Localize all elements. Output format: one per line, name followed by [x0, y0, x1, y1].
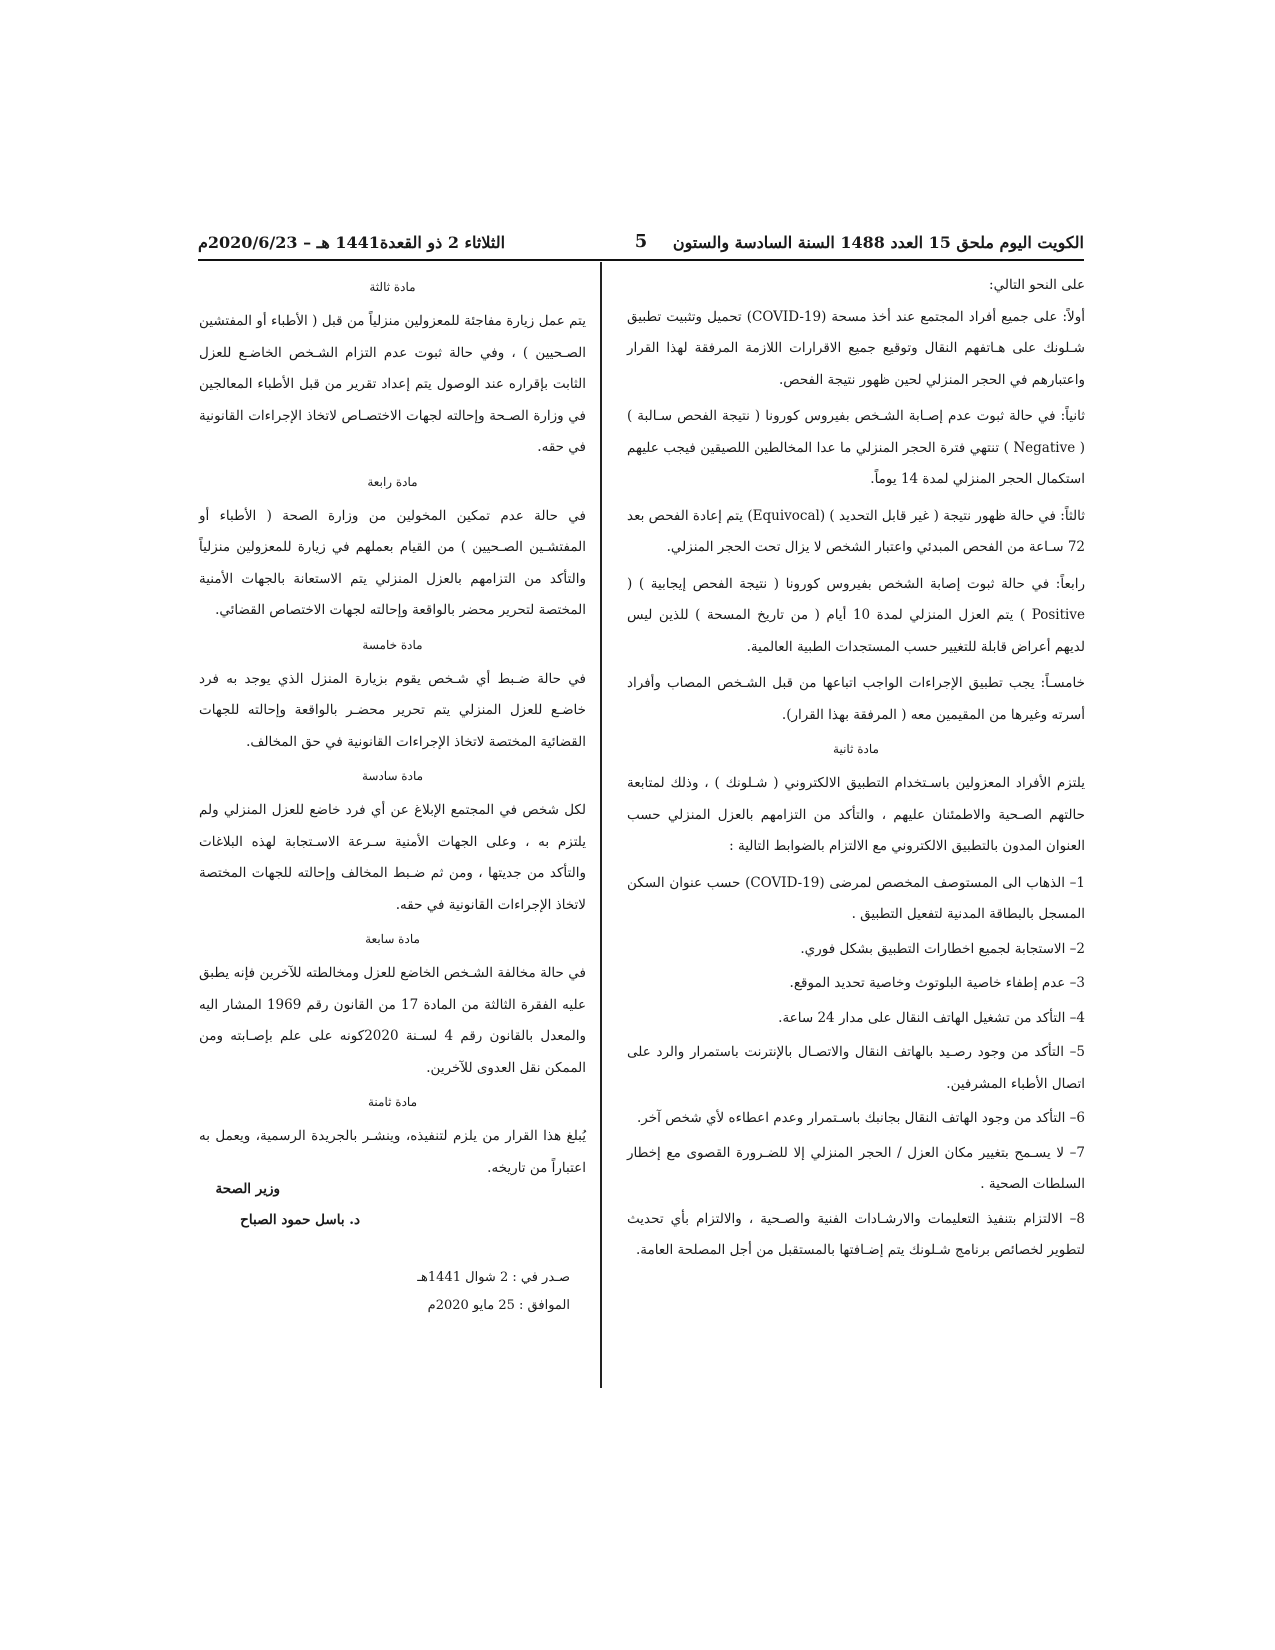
paragraph: لكل شخص في المجتمع الإبلاغ عن أي فرد خاضع للعزل المنزلي ولم يلتزم به ، وعلى الجهات الأمنية سـرعة الاسـتجابة لهذه البلاغات والتأكد من جديتها ، ومن ثم ضـبط المخالف وإحالته للجهات المختصة لاتخاذ الإجراءات القانونية في حقه. — [199, 802, 586, 913]
right-column — [627, 270, 1085, 1270]
publication-info: الكويت اليوم ملحق 15 العدد 1488 السنة السادسة والستون — [672, 233, 1084, 252]
article-heading: مادة ثانية — [833, 742, 879, 756]
paragraph: في حالة عدم تمكين المخولين من وزارة الصحة ( الأطباء أو المفتشـين الصـحيين ) من القيام بعملهم في زيارة للمعزولين منزلياً والتأكد من التزامهم بالعزل المنزلي يتم الاستعانة بالجهات الأمنية المختصة لتحرير محضر بالواقعة وإحالته لجهات الاختصاص القضائي. — [199, 507, 586, 618]
paragraph: يلتزم الأفراد المعزولين باسـتخدام التطبيق الالكتروني ( شـلونك ) ، وذلك لمتابعة حالتهم الصـحية والاطمئنان عليهم ، والتأكد من التزامهم بالعزل المنزلي حسب العنوان المدون بالتطبيق الالكتروني مع الالتزام بالضوابط التالية : — [627, 775, 1085, 854]
page-header — [198, 229, 1084, 259]
column-divider — [600, 262, 602, 1388]
signatory-name: د. باسل حمود الصباح — [240, 1212, 360, 1228]
list-item: 3– عدم إطفاء خاصية البلوتوث وخاصية تحديد الموقع. — [789, 975, 1085, 991]
list-item: 4– التأكد من تشغيل الهاتف النقال على مدار 24 ساعة. — [778, 1009, 1085, 1026]
left-column — [199, 270, 586, 1189]
issue-date: الثلاثاء 2 ذو القعدة1441 هـ – 2020/6/23م — [198, 233, 506, 252]
paragraph: ثالثاً: في حالة ظهور نتيجة ( غير قابل التحديد ) (Equivocal) يتم إعادة الفحص بعد 72 سـاعة من الفحص المبدئي واعتبار الشخص لا يزال تحت الحجر المنزلي. — [627, 507, 1085, 555]
list-item: 1– الذهاب الى المستوصف المخصص لمرضى (COVID-19) حسب عنوان السكن المسجل بالبطاقة المدنية لتفعيل التطبيق . — [627, 874, 1085, 922]
paragraph: يُبلغ هذا القرار من يلزم لتنفيذه، وينشـر بالجريدة الرسمية، ويعمل به اعتباراً من تاريخه. — [199, 1128, 586, 1176]
paragraph: أولاً: على جميع أفراد المجتمع عند أخذ مسحة (COVID-19) تحميل وتثبيت تطبيق شـلونك على هـاتفهم النقال وتوقيع جميع الاقرارات اللازمة المرفقة لهذا القرار واعتبارهم في الحجر المنزلي لحين ظهور نتيجة الفحص. — [627, 308, 1085, 388]
issued-date-hijri: صـدر في : 2 شوال 1441هـ — [417, 1270, 570, 1285]
article-heading: مادة سابعة — [365, 932, 420, 946]
list-item: 8– الالتزام بتنفيذ التعليمات والارشـادات الفنية والصـحية ، والالتزام بأي تحديث لتطوير لخصائص برنامج شـلونك يتم إضـافتها بالمستقبل من أجل المصلحة العامة. — [627, 1210, 1085, 1258]
paragraph: رابعاً: في حالة ثبوت إصابة الشخص بفيروس كورونا ( نتيجة الفحص إيجابية ) ( Positive ) يتم العزل المنزلي لمدة 10 أيام ( من تاريخ المسحة ) للذين ليس لديهم أعراض قابلة للتغيير حسب المستجدات الطبية العالمية. — [627, 575, 1085, 655]
paragraph: خامسـاً: يجب تطبيق الإجراءات الواجب اتباعها من قبل الشـخص المصاب وأفراد أسرته وغيرها من المقيمين معه ( المرفقة بهذا القرار). — [627, 675, 1085, 723]
issued-date-gregorian: الموافق : 25 مايو 2020م — [427, 1298, 570, 1313]
list-item: 2– الاستجابة لجميع اخطارات التطبيق بشكل فوري. — [800, 940, 1085, 957]
list-item: 5– التأكد من وجود رصـيد بالهاتف النقال والاتصـال بالإنترنت باستمرار والرد على اتصال الأطباء المشرفين. — [627, 1044, 1085, 1092]
article-heading: مادة سادسة — [361, 769, 424, 783]
article-heading: مادة رابعة — [367, 474, 418, 489]
page-number: 5 — [634, 231, 648, 252]
article-heading: مادة ثالثة — [369, 280, 416, 294]
paragraph: في حالة مخالفة الشـخص الخاضع للعزل ومخالطته للآخرين فإنه يطبق عليه الفقرة الثالثة من المادة 17 من القانون رقم 1969 المشار اليه والمعدل بالقانون رقم 4 لسـنة 2020كونه على علم بإصـابته ومن الممكن نقل العدوى للآخرين. — [199, 965, 586, 1076]
list-item: 6– التأكد من وجود الهاتف النقال بجانبك باسـتمرار وعدم اعطاءه لأي شخص آخر. — [636, 1110, 1085, 1126]
paragraph: يتم عمل زيارة مفاجئة للمعزولين منزلياً من قبل ( الأطباء أو المفتشين الصـحيين ) ، وفي حالة ثبوت عدم التزام الشـخص الخاضـع للعزل الثابت بإقراره عند الوصول يتم إعداد تقرير من قبل الأطباء المعالجين في وزارة الصـحة وإحالته لجهات الاختصـاص لاتخاذ الإجراءات القانونية في حقه. — [199, 313, 586, 455]
list-item: 7– لا يسـمح بتغيير مكان العزل / الحجر المنزلي إلا للضـرورة القصوى مع إخطار السلطات الصحية . — [627, 1144, 1085, 1192]
lead-text: على النحو التالي: — [989, 277, 1085, 293]
article-heading: مادة خامسة — [362, 637, 423, 652]
header-rule — [198, 259, 1084, 261]
article-heading: مادة ثامنة — [367, 1095, 417, 1109]
paragraph: في حالة ضـبط أي شـخص يقوم بزيارة المنزل الذي يوجد به فرد خاضـع للعزل المنزلي يتم تحرير محضـر بالواقعة وإحالته للجهات القضائية المختصة لاتخاذ الإجراءات القانونية في حق المخالف. — [199, 670, 586, 750]
signatory-title: وزير الصحة — [215, 1181, 280, 1197]
paragraph: ثانياً: في حالة ثبوت عدم إصـابة الشـخص بفيروس كورونا ( نتيجة الفحص سـالبة ) ( Negative ) تنتهي فترة الحجر المنزلي ما عدا المخالطين اللصيقين فيجب عليهم استكمال الحجر المنزلي لمدة 14 يوماً. — [627, 408, 1085, 487]
